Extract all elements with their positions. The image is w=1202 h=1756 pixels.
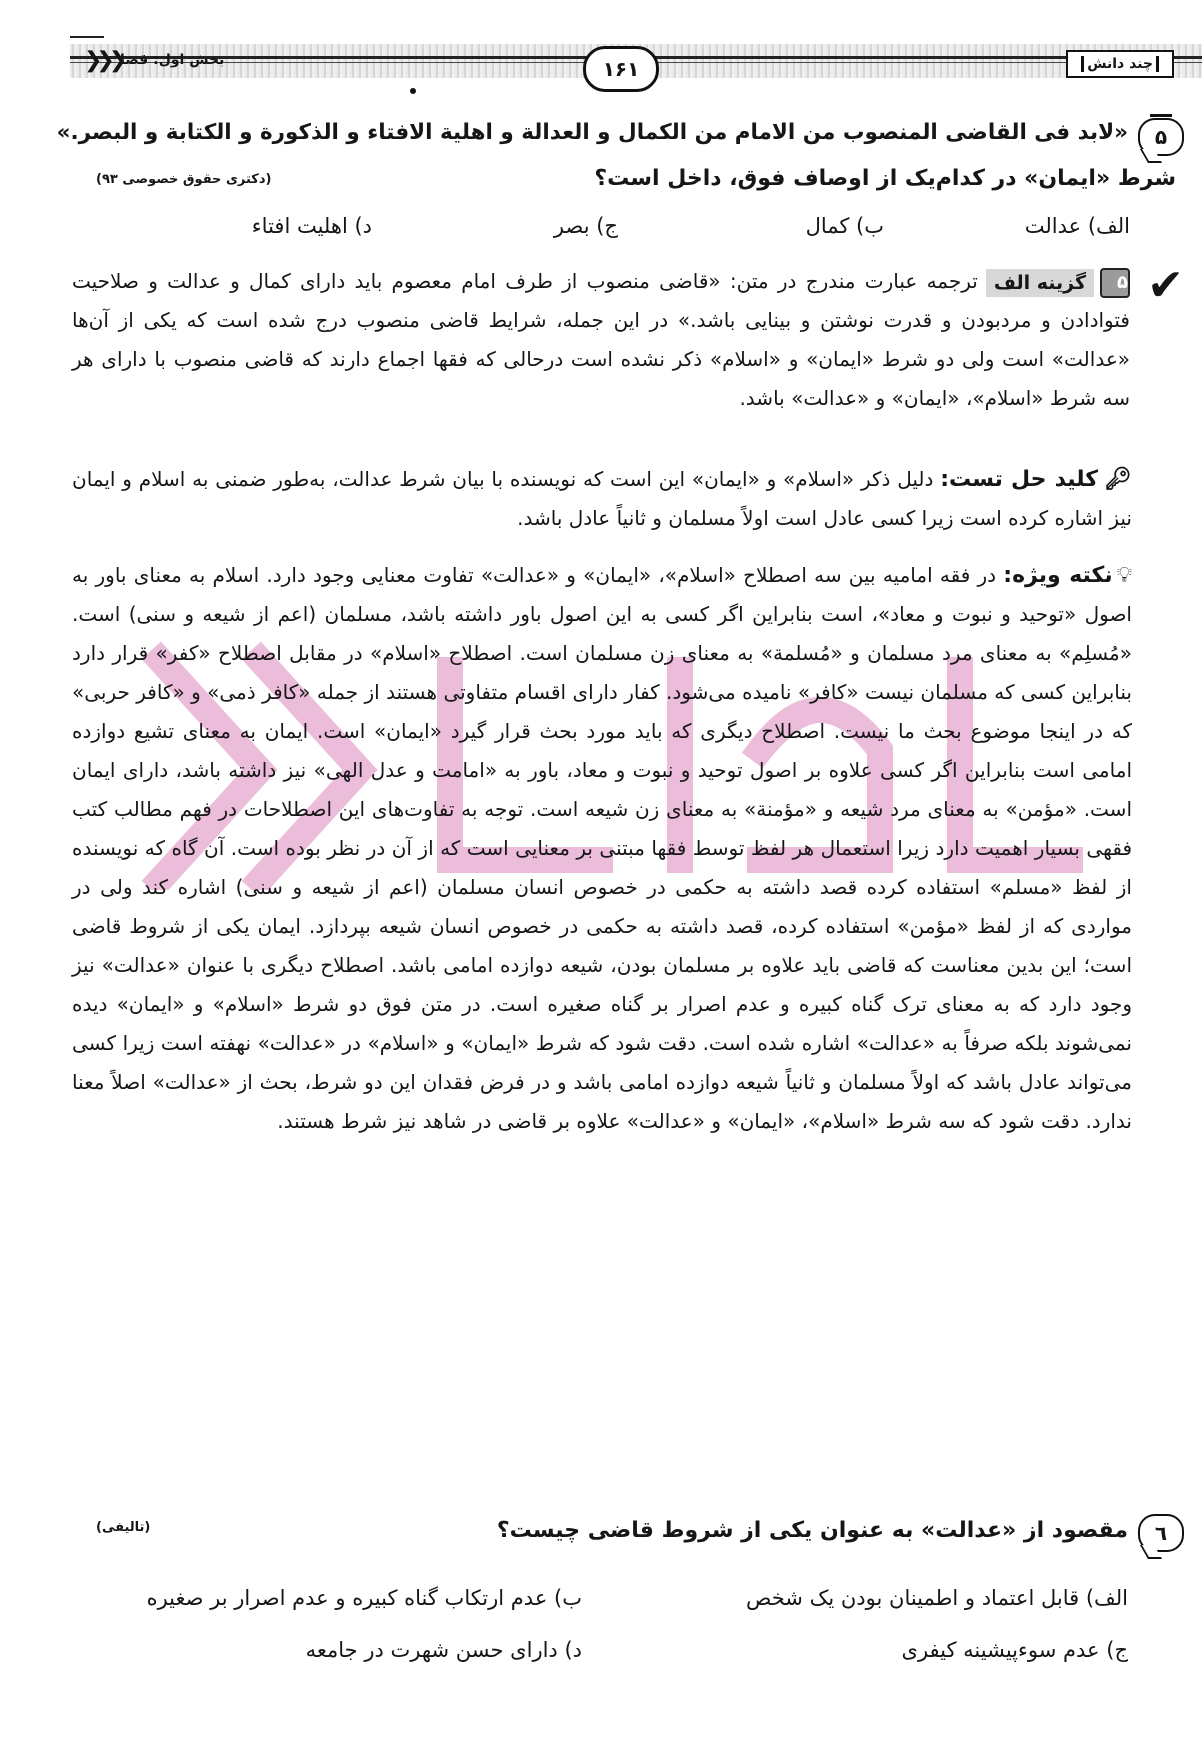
answer-text: ترجمه عبارت مندرج در متن: «قاضی منصوب از طرف امام معصوم باید دارای کمال و عدالت و صلاحیت فتوادادن و مردبودن و قدرت نوشتن و بینایی باشد.» در این جمله، شرایط قاضی منصوب درج شده است که یکی از آن‌ها «عدالت» است ولی دو شرط «ایمان» و «اسلام» ذکر نشده است درحالی که فقها اجماع دارند که قاضی منصوب با دارای هر سه شرط «اسلام»، «ایمان» و «عدالت» باشد. bbox=[72, 269, 1130, 410]
question-source: (تالیفی) bbox=[96, 1520, 151, 1535]
page-header bbox=[0, 14, 1202, 86]
key-point-title: کلید حل تست: bbox=[940, 467, 1099, 492]
answer-explanation bbox=[72, 262, 1130, 418]
option-c: ج) بصر bbox=[553, 214, 618, 238]
question-number-badge: ۵ bbox=[1138, 118, 1184, 156]
page-number: ۱۶۱ bbox=[583, 46, 659, 92]
option-d: د) اهلیت افتاء bbox=[251, 214, 372, 238]
question-text: مقصود از «عدالت» به عنوان یکی از شروط قاضی چیست؟ bbox=[496, 1518, 1128, 1543]
series-logo: چند دانش bbox=[1066, 50, 1174, 78]
section-title: بخش اول: قضا bbox=[120, 52, 225, 68]
key-icon: 🔑︎ bbox=[1104, 467, 1132, 492]
special-note-block bbox=[72, 556, 1132, 1141]
option-a: الف) قابل اعتماد و اطمینان بودن یک شخص bbox=[746, 1586, 1128, 1610]
option-b: ب) کمال bbox=[805, 214, 884, 238]
special-note-text: در فقه امامیه بین سه اصطلاح «اسلام»، «ایمان» و «عدالت» تفاوت معنایی وجود دارد. اسلام به معنای باور به اصول «توحید و نبوت و معاد»، است بنابراین اگر کسی به این اصول باور داشته باشد، مسلمان (اعم از شیعه و سنی) است. «مُسلِم» به معنای مرد مسلمان و «مُسلمة» به معنای زن مسلمان است. اصطلاح «اسلام» در مقابل اصطلاح «کفر» قرار دارد بنابراین کسی که مسلمان نیست «کافر» نامیده می‌شود. کفار دارای اقسام متفاوتی هستند از جمله «کافر ذمی» و «کافر حربی» که در اینجا موضوع بحث ما نیست. اصطلاح دیگری که باید مورد بحث قرار گیرد «ایمان» است. ایمان به معنای تشیع دوازده امامی است بنابراین اگر کسی علاوه بر اصول توحید و نبوت و معاد، باور به «امامت و عدل الهی» نیز داشته باشد، دارای ایمان است. «مؤمن» به معنای مرد شیعه و «مؤمنة» به معنای زن شیعه است. توجه به تفاوت‌های این اصطلاحات در فهم مطالب کتب فقهی بسیار اهمیت دارد زیرا استعمال هر لفظ توسط فقها مبتنی بر معنایی است که از آن در نظر بوده است. آن گاه که نویسنده از لفظ «مسلم» استفاده کرده قصد داشته به حکمی در خصوص انسان مسلمان (اعم از شیعه و سنی) اشاره کند ولی در مواردی که از لفظ «مؤمن» استفاده کرده، قصد داشته به حکمی در خصوص انسان شیعه بپردازد. ایمان یکی از شروط قاضی است؛ این بدین معناست که قاضی باید علاوه بر مسلمان بودن، شیعه دوازده امامی باشد. اصطلاح دیگری با عنوان «عدالت» نیز وجود دارد که به معنای ترک گناه کبیره و عدم اصرار بر گناه صغیره است. در متن فوق دو شرط «اسلام» و «ایمان» دیده نمی‌شوند بلکه صرفاً به «عدالت» اشاره شده است. دقت شود که شرط «ایمان» و «اسلام» در «عدالت» نهفته است زیرا کسی می‌تواند عادل باشد که اولاً مسلمان و ثانیاً شیعه دوازده امامی باشد و در فرض فقدان این دو شرط، بحث از «عدالت» اصلاً معنا ندارد. دقت شود که سه شرط «اسلام»، «ایمان» و «عدالت» علاوه بر قاضی در شاهد نیز شرط هستند. bbox=[72, 563, 1132, 1133]
option-a: الف) عدالت bbox=[1024, 214, 1130, 238]
key-point-text: دلیل ذکر «اسلام» و «ایمان» این است که نویسنده با بیان شرط عدالت، به‌طور ضمنی به اسلام و ایمان نیز اشاره کرده است زیرا کسی عادل است اولاً مسلمان و ثانیاً عادل باشد. bbox=[72, 467, 1132, 530]
answer-number-badge: ۵ bbox=[1100, 268, 1130, 298]
question-source: (دکتری حقوق خصوصی ۹۳) bbox=[96, 172, 272, 187]
question-text: شرط «ایمان» در کدام‌یک از اوصاف فوق، داخل است؟ bbox=[594, 166, 1176, 191]
special-note-title: نکته ویژه: bbox=[1003, 563, 1113, 588]
answer-label: گزینه الف bbox=[986, 269, 1094, 297]
option-d: د) دارای حسن شهرت در جامعه bbox=[305, 1638, 582, 1662]
question-number-badge: ٦ bbox=[1138, 1514, 1184, 1552]
key-point-block bbox=[72, 460, 1132, 538]
lightbulb-icon: 💡︎ bbox=[1116, 563, 1132, 588]
option-b: ب) عدم ارتکاب گناه کبیره و عدم اصرار بر صغیره bbox=[146, 1586, 582, 1610]
option-c: ج) عدم سوءپیشینه کیفری bbox=[901, 1638, 1128, 1662]
checkmark-icon: ✔ bbox=[1147, 260, 1184, 311]
question-quote: «لابد فی القاضی المنصوب من الامام من الکمال و العدالة و اهلیة الافتاء و الذکورة و الکتابة و البصر.» bbox=[56, 120, 1128, 145]
chevrons-icon: ❮❮❮ bbox=[84, 48, 122, 73]
